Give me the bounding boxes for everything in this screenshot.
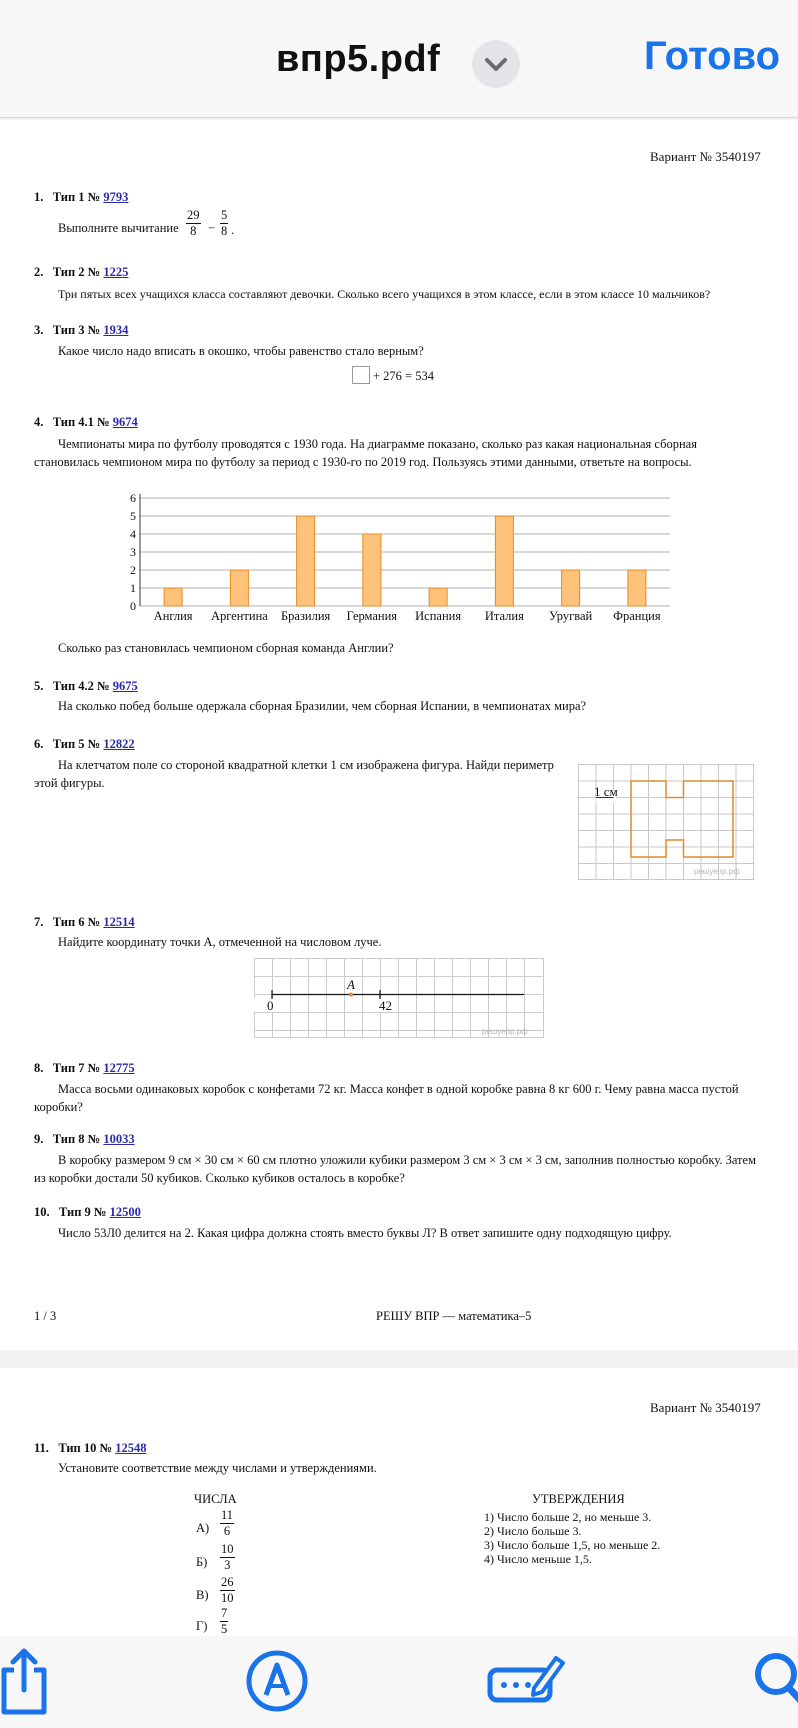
annotate-icon[interactable] xyxy=(486,1652,566,1712)
question-number: 9. xyxy=(34,1132,44,1146)
statements-column-header: УТВЕРЖДЕНИЯ xyxy=(532,1492,625,1506)
question-2-text: Три пятых всех учащихся класса составляют девочки. Сколько всего учащихся в этом классе, если в этом классе 10 мальчиков? xyxy=(58,287,711,301)
question-number: 11. xyxy=(34,1441,49,1455)
number-letter: Б) xyxy=(196,1555,208,1569)
question-9-text: В коробку размером 9 см × 30 см × 60 см плотно уложили кубики размером 3 см × 3 см × 3 см, заполнив полностью коробку. Затем из коробки достали 50 кубиков. Сколько кубиков осталось в коробке? xyxy=(34,1153,756,1185)
question-3-text: Какое число надо вписать в окошко, чтобы равенство стало верным? xyxy=(58,344,424,358)
question-number: 5. xyxy=(34,679,44,693)
fraction-29-8 xyxy=(186,208,201,239)
number-letter: В) xyxy=(196,1588,209,1602)
x-tick-label: Англия xyxy=(153,609,193,623)
number-fraction xyxy=(220,1508,234,1539)
question-3-link[interactable]: 1934 xyxy=(103,323,129,337)
question-6-text: На клетчатом поле со стороной квадратной клетки 1 см изображена фигура. Найди периметр этой фигуры. xyxy=(34,758,554,790)
fraction-denominator: 8 xyxy=(190,224,197,238)
question-7-link[interactable]: 12514 xyxy=(103,915,135,929)
statement-item: 4) Число меньше 1,5. xyxy=(484,1552,592,1566)
question-type: Тип 4.1 № xyxy=(52,415,110,429)
question-type: Тип 7 № xyxy=(52,1061,101,1075)
variant-label: Вариант № 3540197 xyxy=(650,149,761,164)
bar xyxy=(429,588,447,606)
document-title[interactable]: впр5.pdf xyxy=(276,38,441,80)
question-11-header xyxy=(34,1441,146,1456)
number-line-figure xyxy=(254,958,544,1038)
bar xyxy=(495,516,513,606)
question-8-link[interactable]: 12775 xyxy=(103,1061,135,1075)
question-4-header xyxy=(34,415,138,430)
period: . xyxy=(231,223,235,237)
page-footer-title: РЕШУ ВПР — математика–5 xyxy=(376,1309,532,1323)
pdf-page-1 xyxy=(0,120,798,1350)
question-number: 10. xyxy=(34,1205,50,1219)
pdf-page-2 xyxy=(0,1368,798,1636)
number-letter: А) xyxy=(196,1521,210,1535)
question-11-text: Установите соответствие между числами и утверждениями. xyxy=(58,1461,377,1475)
question-8-header xyxy=(34,1061,135,1076)
question-number: 3. xyxy=(34,323,44,337)
question-number: 1. xyxy=(34,190,44,204)
markup-icon[interactable] xyxy=(244,1648,310,1714)
bottom-toolbar xyxy=(0,1636,798,1728)
fraction-denominator: 3 xyxy=(224,1558,231,1572)
question-1-text: Выполните вычитание xyxy=(58,221,179,235)
done-button[interactable]: Готово xyxy=(644,34,781,78)
statement-item: 3) Число больше 1,5, но меньше 2. xyxy=(484,1538,661,1552)
x-tick-label: Уругвай xyxy=(549,609,593,623)
y-tick-label: 4 xyxy=(130,527,136,541)
question-2-link[interactable]: 1225 xyxy=(103,265,129,279)
question-type: Тип 10 № xyxy=(58,1441,113,1455)
question-5-header xyxy=(34,679,138,694)
y-tick-label: 2 xyxy=(130,563,136,577)
value-label: 42 xyxy=(379,998,392,1013)
number-letter: Г) xyxy=(196,1619,208,1633)
minus-sign: − xyxy=(208,221,216,235)
bar xyxy=(562,570,580,606)
x-tick-label: Испания xyxy=(415,609,462,623)
question-7-text: Найдите координату точки A, отмеченной на числовом луче. xyxy=(58,935,382,949)
question-6-link[interactable]: 12822 xyxy=(103,737,135,751)
x-tick-label: Германия xyxy=(346,609,398,623)
bar xyxy=(230,570,248,606)
share-icon[interactable] xyxy=(0,1646,54,1716)
question-10-text: Число 53Л0 делится на 2. Какая цифра должна стоять вместо буквы Л? В ответ запишите одну подходящую цифру. xyxy=(58,1226,672,1240)
fraction-numerator: 10 xyxy=(221,1542,234,1556)
y-tick-label: 1 xyxy=(130,581,136,595)
question-type: Тип 1 № xyxy=(52,190,101,204)
number-fraction xyxy=(220,1575,235,1606)
question-number: 4. xyxy=(34,415,44,429)
y-tick-label: 6 xyxy=(130,491,136,505)
equation: + 276 = 534 xyxy=(373,369,434,383)
x-tick-label: Аргентина xyxy=(210,609,268,623)
question-number: 2. xyxy=(34,265,44,279)
fraction-denominator: 5 xyxy=(221,1622,228,1636)
numbers-column-header: ЧИСЛА xyxy=(194,1492,237,1506)
y-tick-label: 0 xyxy=(130,599,136,613)
question-5-text: На сколько побед больше одержала сборная Бразилии, чем сборная Испании, в чемпионатах мира? xyxy=(58,699,587,713)
question-3-header xyxy=(34,323,128,338)
bar-chart xyxy=(118,490,678,630)
fraction-denominator: 6 xyxy=(223,1524,231,1538)
fraction-numerator: 7 xyxy=(221,1606,228,1620)
fraction-denominator: 8 xyxy=(221,224,228,238)
watermark: решуепр.рф xyxy=(482,1027,528,1036)
y-tick-label: 5 xyxy=(130,509,136,523)
title-menu-button[interactable] xyxy=(472,40,520,88)
question-type: Тип 2 № xyxy=(52,265,101,279)
number-fraction xyxy=(220,1606,228,1637)
fraction-numerator: 29 xyxy=(187,208,200,222)
bar xyxy=(164,588,182,606)
question-11-link[interactable]: 12548 xyxy=(115,1441,147,1455)
point-a-label: A xyxy=(347,977,355,992)
fraction-numerator: 11 xyxy=(221,1508,234,1522)
variant-label: Вариант № 3540197 xyxy=(650,1400,761,1415)
question-4-text: Чемпионаты мира по футболу проводятся с 1930 года. На диаграмме показано, сколько раз какая национальная сборная становилась чемпионом мира по футболу за период с 1930-го по 2019 год. Пользуясь этими данными, ответьте на вопросы. xyxy=(34,437,697,469)
bar xyxy=(363,534,381,606)
x-tick-label: Франция xyxy=(613,609,661,623)
question-4-link[interactable]: 9674 xyxy=(112,415,138,429)
grid-scale-label: 1 см xyxy=(594,784,618,799)
question-7-header xyxy=(34,915,135,930)
fraction-numerator: 26 xyxy=(221,1575,234,1589)
bar xyxy=(297,516,315,606)
fraction-5-8 xyxy=(220,208,228,239)
question-type: Тип 5 № xyxy=(52,737,101,751)
question-10-header xyxy=(34,1205,141,1220)
search-icon[interactable] xyxy=(748,1644,798,1714)
question-10-link[interactable]: 12500 xyxy=(109,1205,141,1219)
question-number: 6. xyxy=(34,737,44,751)
question-2-header xyxy=(34,265,128,280)
zero-label: 0 xyxy=(267,998,274,1013)
fraction-numerator: 5 xyxy=(221,208,228,222)
question-number: 8. xyxy=(34,1061,44,1075)
bar xyxy=(628,570,646,606)
grid-figure xyxy=(578,764,754,880)
question-8-text: Масса восьми одинаковых коробок с конфетами 72 кг. Масса конфет в одной коробке равна 8 кг 600 г. Чему равна масса пустой коробки? xyxy=(34,1082,739,1114)
question-1-link[interactable]: 9793 xyxy=(103,190,129,204)
question-type: Тип 9 № xyxy=(59,1205,107,1219)
y-tick-label: 3 xyxy=(130,545,136,559)
question-5-link[interactable]: 9675 xyxy=(112,679,138,693)
question-9-link[interactable]: 10033 xyxy=(103,1132,135,1146)
chevron-down-icon xyxy=(472,40,520,88)
question-6-header xyxy=(34,737,135,752)
question-type: Тип 8 № xyxy=(52,1132,101,1146)
statement-item: 2) Число больше 3. xyxy=(484,1524,582,1538)
fraction-denominator: 10 xyxy=(221,1591,234,1605)
question-type: Тип 6 № xyxy=(52,915,101,929)
x-tick-label: Италия xyxy=(484,609,524,623)
question-type: Тип 3 № xyxy=(52,323,101,337)
watermark: решуепр.рф xyxy=(694,867,740,876)
statement-item: 1) Число больше 2, но меньше 3. xyxy=(484,1510,652,1524)
x-tick-label: Бразилия xyxy=(280,609,331,623)
number-fraction xyxy=(220,1542,235,1573)
question-4-subquestion: Сколько раз становилась чемпионом сборная команда Англии? xyxy=(58,641,394,655)
question-type: Тип 4.2 № xyxy=(52,679,110,693)
question-9-header xyxy=(34,1132,135,1147)
top-bar xyxy=(0,0,798,118)
question-1-header xyxy=(34,190,128,205)
page-number: 1 / 3 xyxy=(34,1309,57,1323)
question-number: 7. xyxy=(34,915,44,929)
answer-box xyxy=(352,366,370,384)
